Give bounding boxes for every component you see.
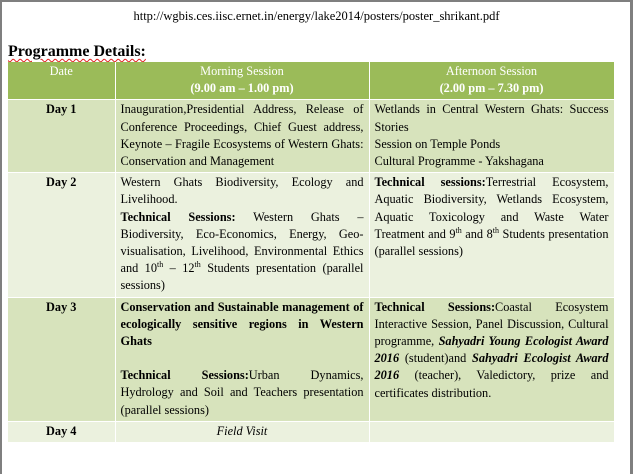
window-frame-left <box>0 0 2 474</box>
table-row-day-1 <box>8 100 614 173</box>
afternoon-session-cell: Wetlands in Central Western Ghats: Success Stories Session on Temple Ponds Cultural Programme - Yakshagana <box>369 100 614 173</box>
day-label: Day 2 <box>8 173 115 297</box>
table-row-day-4 <box>8 421 614 442</box>
page-title: Programme Details: <box>8 43 146 60</box>
day-label: Day 4 <box>8 421 115 442</box>
afternoon-session-cell: Technical Sessions:Coastal Ecosystem Interactive Session, Panel Discussion, Cultural programme, Sahyadri Young Ecologist Award 2016 (student)and Sahyadri Ecologist Award 2016 (teacher), Valedictory, prize and certificates distribution. <box>369 297 614 421</box>
programme-table <box>8 62 615 442</box>
table-row-day-3 <box>8 297 614 421</box>
table-header-row <box>8 62 614 100</box>
header-morning-session: Morning Session (9.00 am – 1.00 pm) <box>115 62 369 100</box>
afternoon-session-cell: Technical sessions:Terrestrial Ecosystem, Aquatic Biodiversity, Wetlands Ecosystem, Aquatic Toxicology and Waste Water Treatment and 9th and 8th Students presentation (parallel sessions) <box>369 173 614 297</box>
morning-session-cell: Field Visit <box>115 421 369 442</box>
afternoon-session-cell <box>369 421 614 442</box>
morning-session-cell: Conservation and Sustainable management of ecologically sensitive regions in Western Ghats Technical Sessions:Urban Dynamics, Hydrology and Soil and Teachers presentation (parallel sessions) <box>115 297 369 421</box>
header-date: Date <box>8 62 115 100</box>
document-url[interactable]: http://wgbis.ces.iisc.ernet.in/energy/lake2014/posters/poster_shrikant.pdf <box>133 9 500 23</box>
day-label: Day 3 <box>8 297 115 421</box>
morning-session-cell: Western Ghats Biodiversity, Ecology and Livelihood. Technical Sessions: Western Ghats – Biodiversity, Eco-Economics, Energy, Geo-visualisation, Livelihood, Environmental Ethics and 10th – 12th Students presentation (parallel sessions) <box>115 173 369 297</box>
day-label: Day 1 <box>8 100 115 173</box>
table-row-day-2 <box>8 173 614 297</box>
window-frame-top <box>0 0 633 2</box>
header-afternoon-session: Afternoon Session (2.00 pm – 7.30 pm) <box>369 62 614 100</box>
morning-session-cell: Inauguration,Presidential Address, Release of Conference Proceedings, Chief Guest address, Keynote – Fragile Ecosystems of Western Ghats: Conservation and Management <box>115 100 369 173</box>
